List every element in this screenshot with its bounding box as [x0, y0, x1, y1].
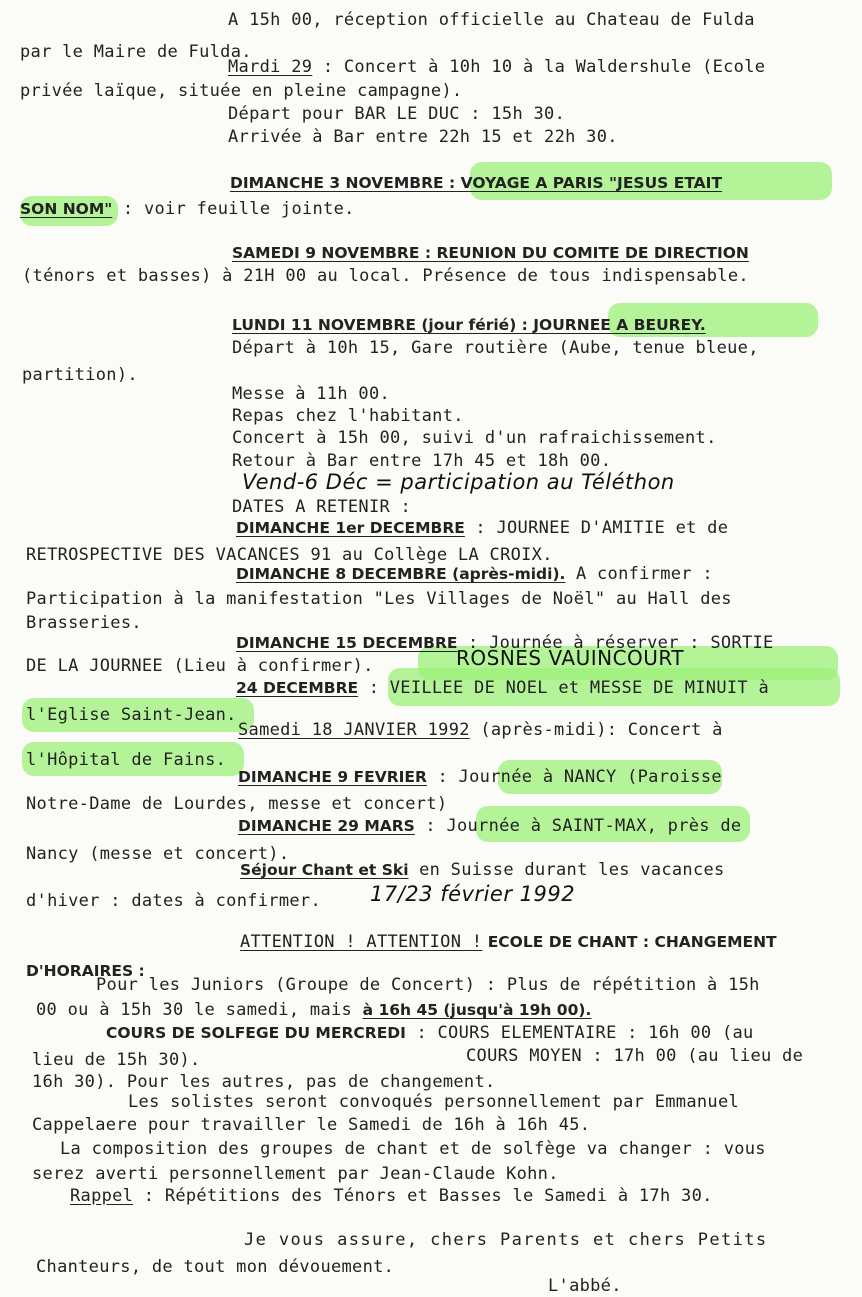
text-line-29-mars	[238, 816, 741, 836]
text-line-tenors: (ténors et basses) à 21H 00 au local. Présence de tous indispensable.	[22, 266, 749, 286]
sejour-suisse: en Suisse durant les vacances	[408, 860, 725, 880]
text-line-cours-moyen: COURS MOYEN : 17h 00 (au lieu de	[466, 1046, 804, 1066]
text-line-hopital: l'Hôpital de Fains.	[26, 750, 227, 770]
attention-label: ATTENTION ! ATTENTION !	[240, 932, 483, 952]
journee-reserver: : Journée à réserver : SORTIE	[457, 633, 774, 653]
text-line-concert: Concert à 15h 00, suivi d'un rafraichissement.	[232, 428, 717, 448]
text-line-messe: Messe à 11h 00.	[232, 384, 391, 404]
journee-saint-max: : Journée à SAINT-MAX, près de	[414, 816, 742, 836]
text-line-maire: par le Maire de Fulda.	[20, 42, 252, 62]
handwritten-rosnes: ROSNES VAUINCOURT	[456, 646, 685, 670]
text-line-son-nom	[20, 199, 355, 219]
text-line-lieu: DE LA JOURNEE (Lieu à confirmer).	[26, 656, 374, 676]
text-line-depart-gare: Départ à 10h 15, Gare routière (Aube, tenue bleue,	[232, 338, 759, 358]
text-line-attention	[240, 932, 777, 952]
date-29-mars: DIMANCHE 29 MARS	[238, 817, 415, 835]
mardi-date: Mardi 29	[228, 57, 313, 77]
text-line-nancy: Nancy (messe et concert).	[26, 844, 290, 864]
text-line-partition: partition).	[22, 365, 138, 385]
text-line-participation: Participation à la manifestation "Les Villages de Noël" au Hall des	[26, 589, 732, 609]
journee-amitie: : JOURNEE D'AMITIE et de	[464, 518, 729, 538]
mardi-concert: : Concert à 10h 10 à la Waldershule (Ecole	[312, 57, 766, 77]
text-line-solistes: Les solistes seront convoqués personnellement par Emmanuel	[128, 1092, 740, 1112]
text-line-8-decembre	[236, 564, 713, 584]
journee-nancy: : Journée à NANCY (Paroisse	[426, 767, 722, 787]
handwritten-telethon: Vend-6 Déc = participation au Téléthon	[242, 470, 675, 494]
ecole-de-chant: ECOLE DE CHANT : CHANGEMENT	[482, 933, 777, 951]
signature-abbe: L'abbé.	[548, 1276, 622, 1296]
text-line-retrospective: RETROSPECTIVE DES VACANCES 91 au Collège LA CROIX.	[26, 545, 553, 565]
heading-dates-a-retenir: DATES A RETENIR :	[232, 497, 412, 517]
text-line-cappelaere: Cappelaere pour travailler le Samedi de 16h à 16h 45.	[32, 1115, 591, 1135]
text-line-composition: La composition des groupes de chant et de solfège va changer : vous	[60, 1139, 766, 1159]
text-line-repas: Repas chez l'habitant.	[232, 406, 464, 426]
text-line-18-janvier	[238, 720, 723, 740]
date-9-fevrier: DIMANCHE 9 FEVRIER	[238, 768, 427, 786]
text-line-depart-bar: Départ pour BAR LE DUC : 15h 30.	[228, 104, 566, 124]
text-line-averti: serez averti personnellement par Jean-Claude Kohn.	[32, 1164, 559, 1184]
cours-elementaire: : COURS ELEMENTAIRE : 16h 00 (au	[405, 1023, 754, 1043]
date-8-decembre: DIMANCHE 8 DECEMBRE (après-midi).	[236, 565, 566, 583]
text-line-privee: privée laïque, située en pleine campagne).	[20, 81, 463, 101]
text-line-assure: Je vous assure, chers Parents et chers Petits	[244, 1230, 768, 1250]
heading-dimanche-3-novembre: DIMANCHE 3 NOVEMBRE : VOYAGE A PARIS "JESUS ETAIT	[230, 174, 723, 192]
cours-solfege: COURS DE SOLFEGE DU MERCREDI	[106, 1024, 406, 1042]
repetitions: : Répétitions des Ténors et Basses le Samedi à 17h 30.	[133, 1186, 713, 1206]
text-line-arrivee: Arrivée à Bar entre 22h 15 et 22h 30.	[228, 127, 618, 147]
date-1er-decembre: DIMANCHE 1er DECEMBRE	[236, 519, 465, 537]
heading-lundi-11-novembre: LUNDI 11 NOVEMBRE (jour férié) : JOURNEE A BEUREY.	[232, 316, 706, 334]
text-line-eglise: l'Eglise Saint-Jean.	[26, 705, 237, 725]
text-line-brasseries: Brasseries.	[26, 613, 142, 633]
text-line-9-fevrier	[238, 767, 722, 787]
concert-fains: (après-midi): Concert à	[469, 720, 723, 740]
text-line-samedi-mais	[36, 1000, 591, 1020]
text-line-reception: A 15h 00, réception officielle au Chateau de Fulda	[228, 10, 755, 30]
text-line-24-decembre	[236, 678, 769, 698]
handwritten-dates-fevrier: 17/23 février 1992	[370, 882, 576, 906]
horaire-16h45: à 16h 45 (jusqu'à 19h 00).	[362, 1001, 592, 1019]
son-nom-label: SON NOM"	[20, 200, 113, 218]
feuille-jointe: : voir feuille jointe.	[112, 199, 355, 219]
text-line-chanteurs: Chanteurs, de tout mon dévouement.	[36, 1257, 395, 1277]
text-line-notre-dame: Notre-Dame de Lourdes, messe et concert)	[26, 794, 448, 814]
text-line-rappel	[70, 1186, 713, 1206]
text-line-horaires: D'HORAIRES :	[26, 962, 145, 980]
text-line-mardi	[228, 57, 765, 77]
text-line-juniors: Pour les Juniors (Groupe de Concert) : Plus de répétition à 15h	[96, 975, 760, 995]
a-confirmer: A confirmer :	[565, 564, 713, 584]
text-line-sejour	[240, 860, 725, 880]
veillee-noel: : VEILLEE DE NOEL et MESSE DE MINUIT à	[358, 678, 770, 698]
date-18-janvier: Samedi 18 JANVIER 1992	[238, 720, 470, 740]
sejour-chant-ski: Séjour Chant et Ski	[240, 861, 409, 879]
date-15-decembre: DIMANCHE 15 DECEMBRE	[236, 634, 458, 652]
text-line-1er-decembre	[236, 518, 728, 538]
rappel-label: Rappel	[70, 1186, 134, 1206]
text-line-hiver: d'hiver : dates à confirmer.	[26, 891, 321, 911]
text-line-autres: 16h 30). Pour les autres, pas de changement.	[32, 1072, 496, 1092]
date-24-decembre: 24 DECEMBRE	[236, 679, 359, 697]
text-line-lieu-15h30: lieu de 15h 30).	[32, 1050, 201, 1070]
samedi-mais: 00 ou à 15h 30 le samedi, mais	[36, 1000, 363, 1020]
heading-samedi-9-novembre: SAMEDI 9 NOVEMBRE : REUNION DU COMITE DE DIRECTION	[232, 244, 749, 262]
text-line-retour: Retour à Bar entre 17h 45 et 18h 00.	[232, 451, 612, 471]
text-line-solfege	[106, 1023, 754, 1043]
